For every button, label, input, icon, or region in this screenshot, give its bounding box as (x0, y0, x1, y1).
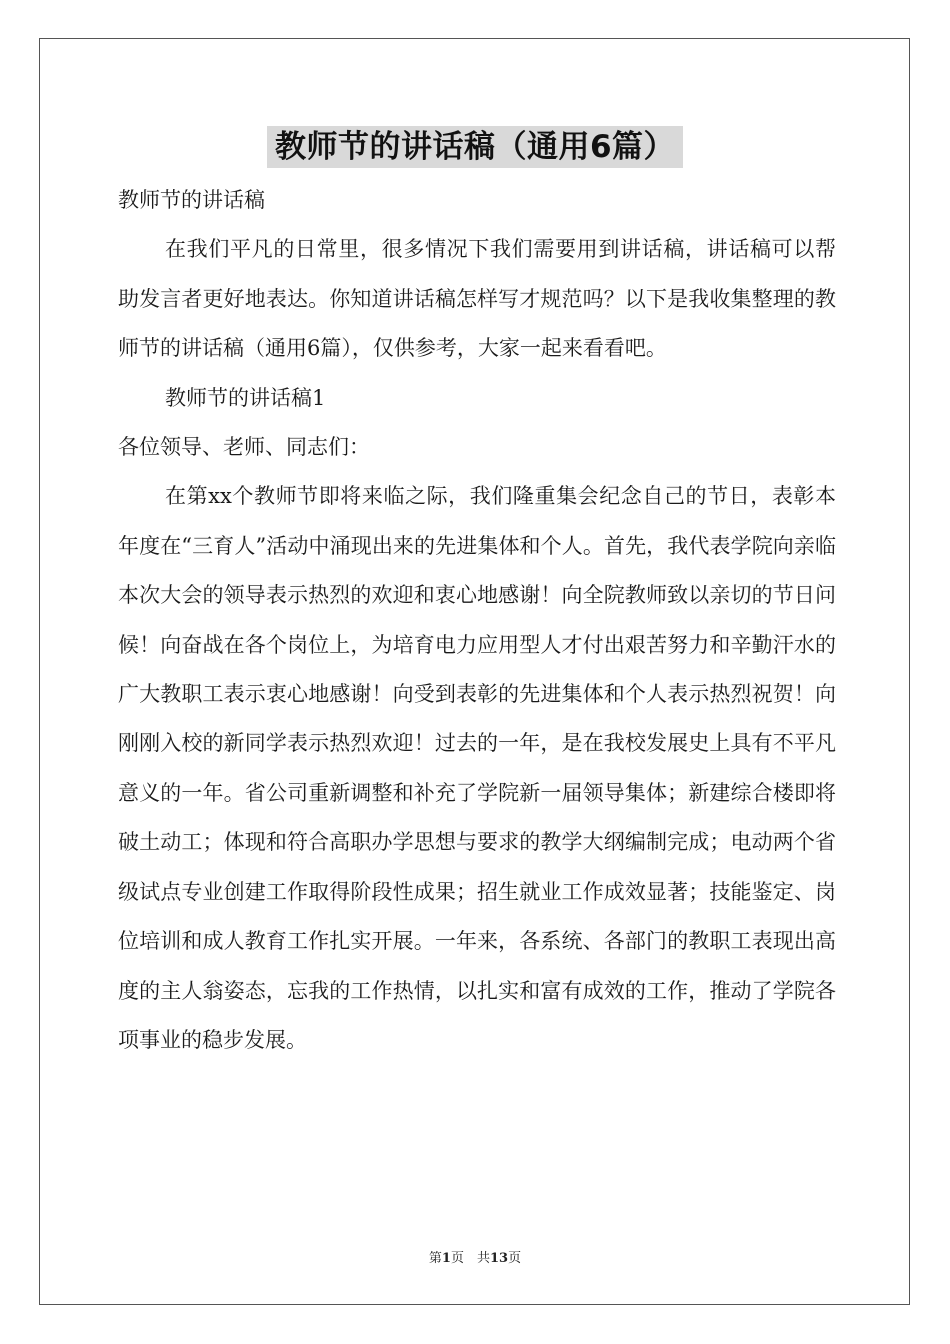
subtitle-paragraph: 教师节的讲话稿 (118, 188, 265, 212)
footer-suffix: 页 (508, 1251, 522, 1266)
section-heading: 教师节的讲话稿1 (165, 385, 326, 410)
intro-paragraph: 在我们平凡的日常里，很多情况下我们需要用到讲话稿，讲话稿可以帮助发言者更好地表达。你知道讲话稿怎样写才规范吗？以下是我收集整理的教师节的讲话稿（通用6篇），仅供参考，大家一起来看看吧。 (118, 237, 836, 361)
salutation-paragraph: 各位领导、老师、同志们： (118, 435, 370, 460)
document-body (118, 176, 836, 1065)
speech-paragraph: 在第xx个教师节即将来临之际，我们隆重集会纪念自己的节日，表彰本年度在“三育人”活动中涌现出来的先进集体和个人。首先，我代表学院向亲临本次大会的领导表示热烈的欢迎和衷心地感谢！向全院教师致以亲切的节日问候！向奋战在各个岗位上，为培育电力应用型人才付出艰苦努力和辛勤汗水的广大教职工表示衷心地感谢！向受到表彰的先进集体和个人表示热烈祝贺！向刚刚入校的新同学表示热烈欢迎！过去的一年，是在我校发展史上具有不平凡意义的一年。省公司重新调整和补充了学院新一届领导集体；新建综合楼即将破土动工；体现和符合高职办学思想与要求的教学大纲编制完成；电动两个省级试点专业创建工作取得阶段性成果；招生就业工作成效显著；技能鉴定、岗位培训和成人教育工作扎实开展。一年来，各系统、各部门的教职工表现出高度的主人翁姿态，忘我的工作热情，以扎实和富有成效的工作，推动了学院各项事业的稳步发展。 (118, 484, 836, 1052)
footer-middle: 页 共 (450, 1251, 490, 1266)
footer-total-pages: 13 (489, 1251, 509, 1266)
footer-prefix: 第 (428, 1251, 442, 1266)
title-container (0, 126, 950, 168)
document-title: 教师节的讲话稿（通用6篇） (267, 126, 683, 168)
footer-current-page: 1 (441, 1251, 451, 1266)
page-footer (0, 1247, 950, 1266)
